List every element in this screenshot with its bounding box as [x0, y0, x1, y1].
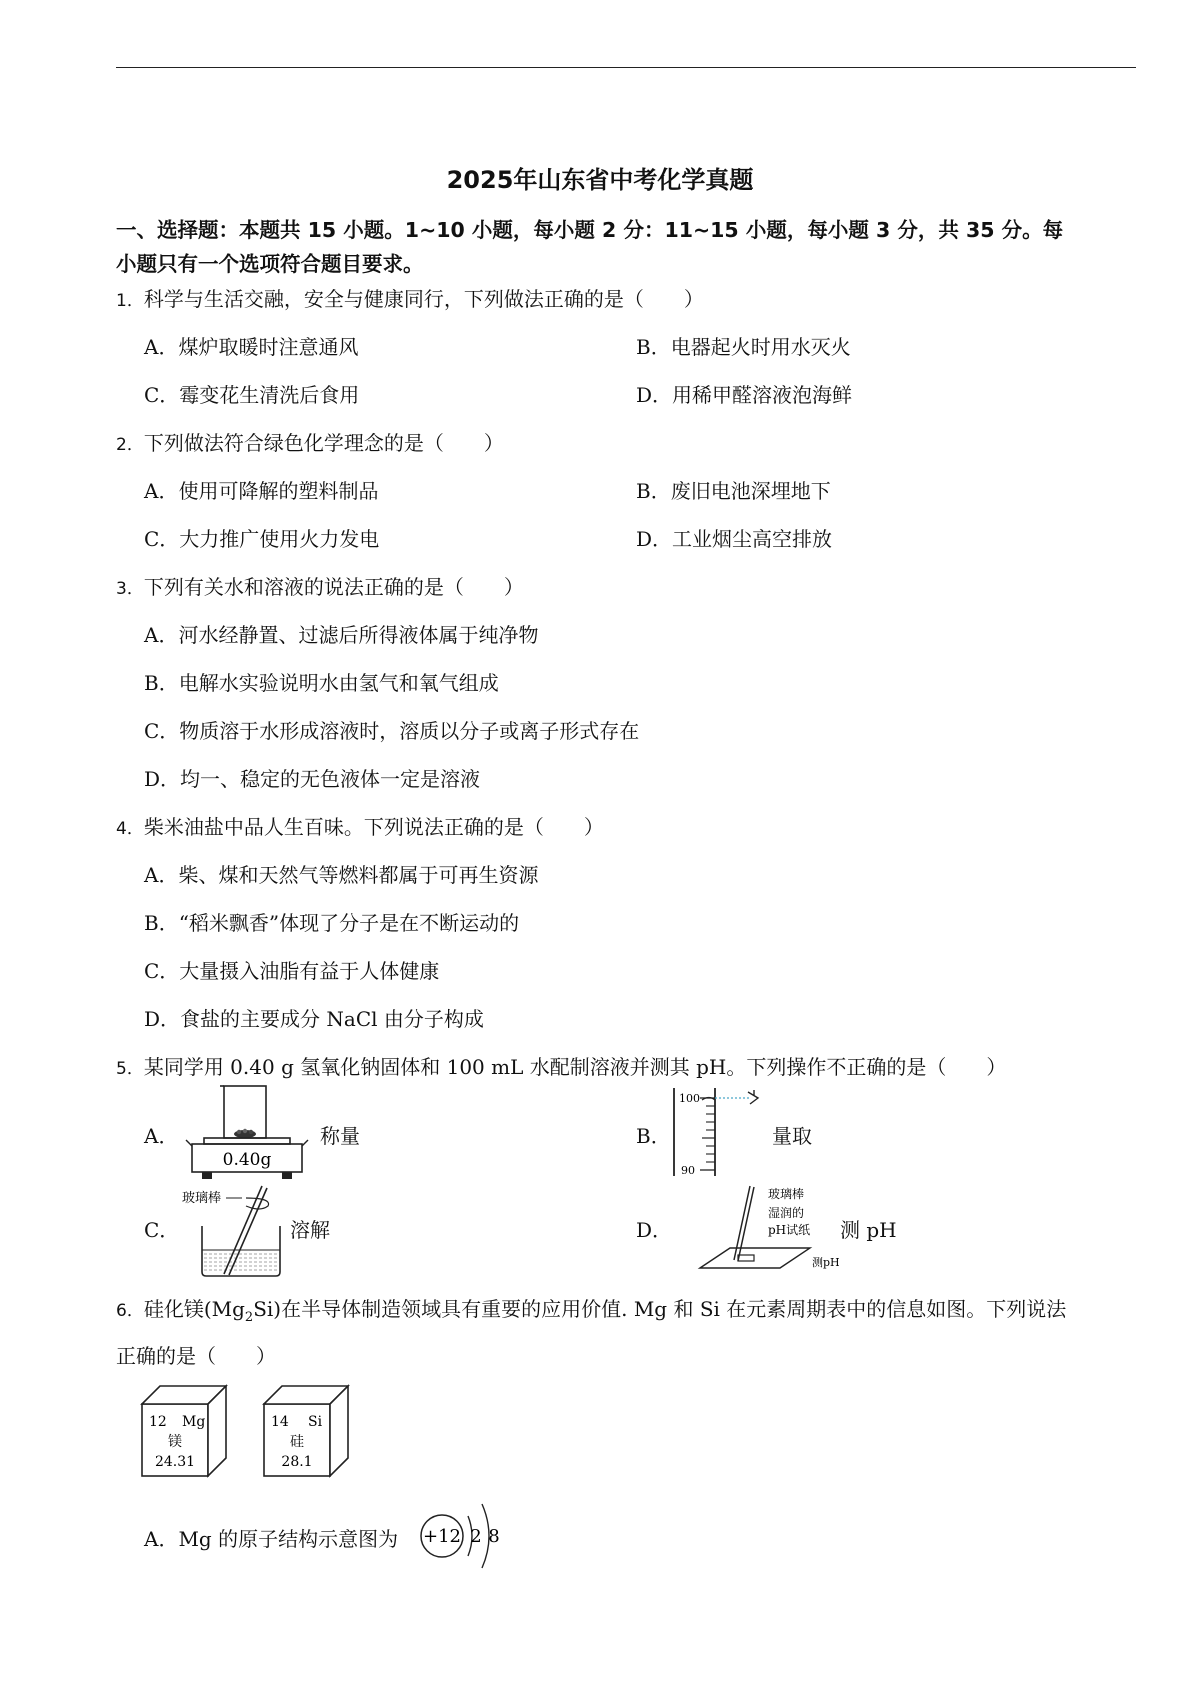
- section-heading-line1: 一、选择题：本题共 15 小题。1~10 小题，每小题 2 分：11~15 小题，每小题 3 分，共 35 分。每: [116, 218, 1064, 242]
- header-rule: [116, 67, 1136, 68]
- graduated-cylinder-diagram: [672, 1086, 762, 1178]
- dissolving-rod-label: 玻璃棒: [182, 1191, 222, 1206]
- si-symbol: Si: [308, 1414, 323, 1430]
- question-3-option-a[interactable]: A．河水经静置、过滤后所得液体属于纯净物: [144, 623, 539, 647]
- question-1-option-a[interactable]: A．煤炉取暖时注意通风: [144, 335, 359, 359]
- question-5-option-b-letter[interactable]: B．: [636, 1124, 671, 1148]
- element-cell-mg: [142, 1386, 226, 1476]
- si-name: 硅: [290, 1434, 304, 1450]
- atom-shell-1: 2: [470, 1526, 482, 1547]
- balance-diagram: [182, 1084, 312, 1180]
- question-2-option-c[interactable]: C．大力推广使用火力发电: [144, 527, 380, 551]
- question-4-option-a[interactable]: A．柴、煤和天然气等燃料都属于可再生资源: [144, 863, 539, 887]
- question-5-option-c-caption: 溶解: [290, 1218, 330, 1242]
- dissolving-diagram: [180, 1184, 290, 1280]
- si-atomic-number: 14: [271, 1414, 289, 1430]
- mg-atom-structure-diagram: [418, 1490, 514, 1582]
- ph-rod-label: 玻璃棒: [768, 1187, 805, 1201]
- question-4-option-d[interactable]: D．食盐的主要成分 NaCl 由分子构成: [144, 1007, 484, 1031]
- mg-atomic-number: 12: [149, 1414, 167, 1430]
- question-1-option-d[interactable]: D．用稀甲醛溶液泡海鲜: [636, 383, 853, 407]
- question-5-option-a-caption: 称量: [320, 1124, 360, 1148]
- question-1-stem: 1．科学与生活交融，安全与健康同行，下列做法正确的是（ ）: [116, 287, 704, 311]
- question-4-stem: 4．柴米油盐中品人生百味。下列说法正确的是（ ）: [116, 815, 604, 839]
- mg-name: 镁: [168, 1434, 182, 1450]
- question-4-option-c[interactable]: C．大量摄入油脂有益于人体健康: [144, 959, 440, 983]
- balance-reading: 0.40g: [222, 1150, 272, 1170]
- question-2-option-b[interactable]: B．废旧电池深埋地下: [636, 479, 831, 503]
- cylinder-tick-top: 100: [679, 1092, 700, 1105]
- cylinder-tick-bottom: 90: [681, 1164, 695, 1177]
- mg-mass: 24.31: [154, 1454, 196, 1470]
- question-5-option-d-caption: 测 pH: [840, 1218, 897, 1242]
- atom-shell-2: 8: [488, 1526, 500, 1547]
- question-5-option-b-caption: 量取: [772, 1124, 812, 1148]
- question-5-stem: 5．某同学用 0.40 g 氢氧化钠固体和 100 mL 水配制溶液并测其 pH。下列操作不正确的是（ ）: [116, 1055, 1007, 1079]
- section-heading-line2: 小题只有一个选项符合题目要求。: [116, 252, 424, 276]
- question-6-stem-line2: 正确的是（ ）: [116, 1344, 276, 1368]
- question-2-stem: 2．下列做法符合绿色化学理念的是（ ）: [116, 431, 504, 455]
- question-4-option-b[interactable]: B．“稻米飘香”体现了分子是在不断运动的: [144, 911, 520, 935]
- page-title: 2025年山东省中考化学真题: [446, 166, 754, 194]
- question-2-option-d[interactable]: D．工业烟尘高空排放: [636, 527, 833, 551]
- question-1-option-c[interactable]: C．霉变花生清洗后食用: [144, 383, 360, 407]
- question-1-option-b[interactable]: B．电器起火时用水灭火: [636, 335, 851, 359]
- periodic-table-cells: [140, 1384, 370, 1480]
- question-3-stem: 3．下列有关水和溶液的说法正确的是（ ）: [116, 575, 524, 599]
- element-cell-si: [264, 1386, 348, 1476]
- atom-nucleus-charge: +12: [423, 1526, 461, 1547]
- ph-paper-label-2: pH试纸: [768, 1223, 811, 1237]
- ph-test-diagram: [674, 1180, 840, 1280]
- ph-under-label: 测pH: [812, 1256, 840, 1269]
- question-5-option-a-letter[interactable]: A．: [144, 1124, 179, 1148]
- question-3-option-b[interactable]: B．电解水实验说明水由氢气和氧气组成: [144, 671, 499, 695]
- question-5-option-c-letter[interactable]: C．: [144, 1218, 180, 1242]
- question-2-option-a[interactable]: A．使用可降解的塑料制品: [144, 479, 379, 503]
- ph-paper-label-1: 湿润的: [768, 1206, 805, 1220]
- question-3-option-d[interactable]: D．均一、稳定的无色液体一定是溶液: [144, 767, 481, 791]
- question-6-option-a[interactable]: A．Mg 的原子结构示意图为: [144, 1527, 399, 1551]
- si-mass: 28.1: [281, 1454, 313, 1470]
- question-6-stem-line1: 6．硅化镁$(Mg_2Si)$在半导体制造领域具有重要的应用价值. Mg 和 Si 在元素周期表中的信息如图。下列说法: [116, 1297, 1067, 1325]
- question-3-option-c[interactable]: C．物质溶于水形成溶液时，溶质以分子或离子形式存在: [144, 719, 640, 743]
- question-5-option-d-letter[interactable]: D．: [636, 1218, 673, 1242]
- mg-symbol: Mg: [182, 1414, 206, 1430]
